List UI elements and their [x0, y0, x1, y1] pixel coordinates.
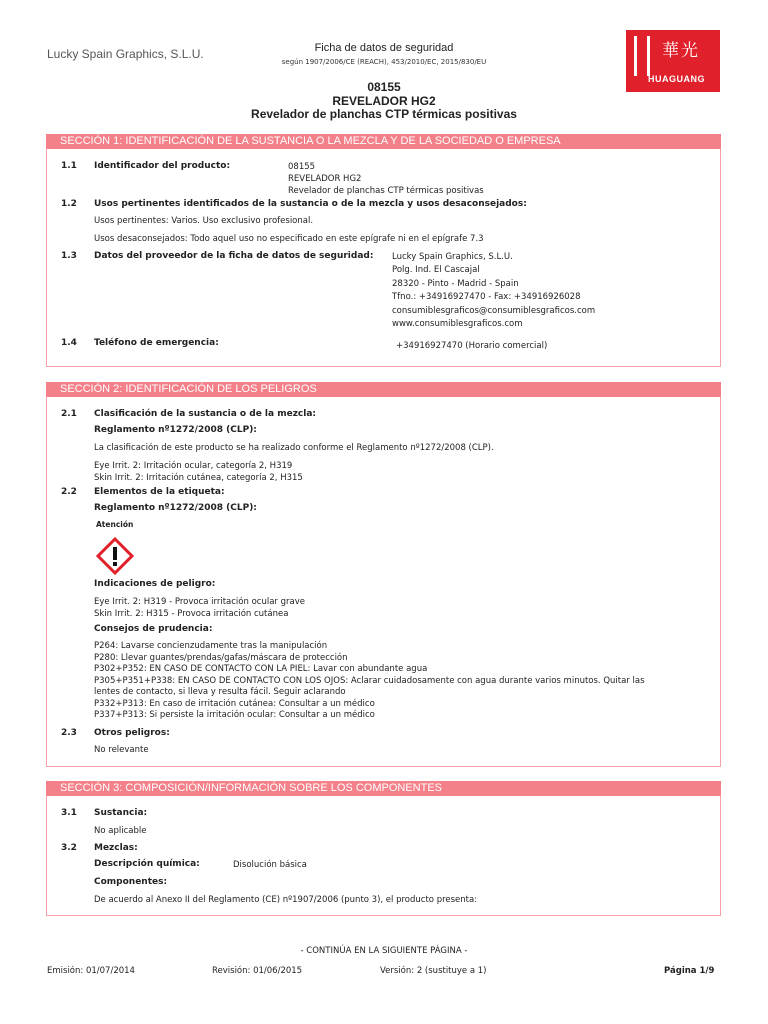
hazard-statements: [94, 597, 305, 620]
section-2-header: SECCIÓN 2: IDENTIFICACIÓN DE LOS PELIGROS: [46, 382, 721, 397]
document-title: Ficha de datos de seguridad: [314, 42, 454, 54]
section-number: 1.2: [61, 199, 77, 209]
section-heading: Sustancia:: [94, 808, 148, 818]
relevant-uses: Usos pertinentes: Varios. Uso exclusivo profesional.: [94, 216, 314, 226]
supplier-line: Tfno.: +34916927470 - Fax: +34916926028: [392, 292, 581, 303]
regulation-label: Reglamento nº1272/2008 (CLP):: [94, 503, 257, 513]
section-3-header: SECCIÓN 3: COMPOSICIÓN/INFORMACIÓN SOBRE LOS COMPONENTES: [46, 781, 721, 796]
section-number: 2.1: [61, 409, 77, 419]
precautionary-statement: P302+P352: EN CASO DE CONTACTO CON LA PIEL: Lavar con abundante agua: [94, 664, 428, 674]
identifier-line: REVELADOR HG2: [288, 174, 362, 184]
logo-glyphs: 華光: [662, 41, 700, 61]
identifier-line: 08155: [288, 162, 316, 172]
precautionary-statement: P337+P313: Si persiste la irritación ocular: Consultar a un médico: [94, 710, 375, 720]
company-name: Lucky Spain Graphics, S.L.U.: [47, 47, 204, 61]
chemical-description-label: Descripción química:: [94, 859, 200, 869]
document-subtitle: según 1907/2006/CE (REACH), 453/2010/EC, 2015/830/EU: [281, 58, 487, 66]
section-number: 2.2: [61, 487, 77, 497]
substance-value: No aplicable: [94, 826, 147, 836]
classification-item: Skin Irrit. 2: Irritación cutánea, categoría 2, H315: [94, 472, 303, 483]
regulation-label: Reglamento nº1272/2008 (CLP):: [94, 425, 257, 435]
supplier-line: Polg. Ind. El Cascajal: [392, 265, 480, 276]
chemical-description-value: Disolución básica: [233, 860, 307, 870]
components-heading: Componentes:: [94, 877, 168, 887]
revision-date: Revisión: 01/06/2015: [212, 966, 303, 976]
section-1-header: SECCIÓN 1: IDENTIFICACIÓN DE LA SUSTANCIA O LA MEZCLA Y DE LA SOCIEDAD O EMPRESA: [46, 134, 721, 149]
precautionary-statement: P332+P313: En caso de irritación cutánea: Consultar a un médico: [94, 698, 375, 709]
signal-word: Atención: [96, 520, 134, 529]
page-number: Página 1/9: [664, 966, 715, 976]
supplier-line: Lucky Spain Graphics, S.L.U.: [392, 252, 513, 262]
tower-icon: [634, 36, 650, 76]
identifier-line: Revelador de planchas CTP térmicas positivas: [288, 186, 484, 196]
section-heading: Usos pertinentes identificados de la sustancia o de la mezcla y usos desaconsejados:: [94, 199, 527, 209]
section-heading: Mezclas:: [94, 843, 138, 853]
supplier-website: www.consumiblesgraficos.com: [392, 319, 523, 330]
hazard-statement: Skin Irrit. 2: H315 - Provoca irritación cutánea: [94, 608, 289, 619]
section-heading: Datos del proveedor de la ficha de datos de seguridad:: [94, 251, 374, 261]
supplier-details: [392, 251, 595, 331]
emission-date: Emisión: 01/07/2014: [47, 966, 135, 976]
section-number: 1.3: [61, 251, 77, 261]
section-number: 2.3: [61, 728, 77, 738]
section-heading: Otros peligros:: [94, 728, 170, 738]
section-heading: Teléfono de emergencia:: [94, 338, 219, 348]
product-code: 08155: [367, 80, 401, 94]
classification-item: Eye Irrit. 2: Irritación ocular, categoría 2, H319: [94, 461, 293, 471]
precautionary-statement: P280: Llevar guantes/prendas/gafas/máscara de protección: [94, 652, 348, 663]
supplier-email: consumiblesgraficos@consumiblesgraficos.com: [392, 305, 596, 316]
product-identifier: [288, 161, 484, 197]
precautionary-heading: Consejos de prudencia:: [94, 624, 213, 634]
logo-brand: HUAGUANG: [648, 74, 705, 84]
hazard-statements-heading: Indicaciones de peligro:: [94, 579, 216, 589]
section-heading: Clasificación de la sustancia o de la mezcla:: [94, 409, 317, 419]
precautionary-statement: lentes de contacto, si lleva y resulta fácil. Seguir aclarando: [94, 687, 346, 697]
classification-list: [94, 461, 303, 484]
section-heading: Identificador del producto:: [94, 161, 231, 171]
product-description: Revelador de planchas CTP térmicas positivas: [251, 107, 517, 121]
emergency-phone: +34916927470 (Horario comercial): [396, 341, 548, 351]
hazard-statement: Eye Irrit. 2: H319 - Provoca irritación ocular grave: [94, 597, 305, 607]
uses-advised-against: Usos desaconsejados: Todo aquel uso no especificado en este epígrafe ni en el epígrafe 7.3: [94, 234, 484, 244]
version-info: Versión: 2 (sustituye a 1): [380, 966, 487, 976]
section-number: 1.1: [61, 161, 77, 171]
section-number: 1.4: [61, 338, 77, 348]
classification-text: La clasificación de este producto se ha realizado conforme el Reglamento nº1272/2008 (CLP).: [94, 443, 494, 453]
precautionary-statement: P305+P351+P338: EN CASO DE CONTACTO CON LOS OJOS: Aclarar cuidadosamente con agua durante varios minutos. Quitar las: [94, 675, 645, 686]
precautionary-statements: [94, 641, 694, 722]
supplier-line: 28320 - Pinto - Madrid - Spain: [392, 278, 519, 289]
section-number: 3.1: [61, 808, 77, 818]
other-hazards-value: No relevante: [94, 745, 149, 755]
section-heading: Elementos de la etiqueta:: [94, 487, 225, 497]
components-text: De acuerdo al Anexo II del Reglamento (CE) nº1907/2006 (punto 3), el producto presenta:: [94, 895, 478, 905]
continue-notice: - CONTINÚA EN LA SIGUIENTE PÁGINA -: [300, 946, 468, 956]
exclamation-pictogram-icon: [96, 537, 134, 575]
section-number: 3.2: [61, 843, 77, 853]
precautionary-statement: P264: Lavarse concienzudamente tras la manipulación: [94, 641, 328, 651]
product-name: REVELADOR HG2: [332, 94, 436, 108]
